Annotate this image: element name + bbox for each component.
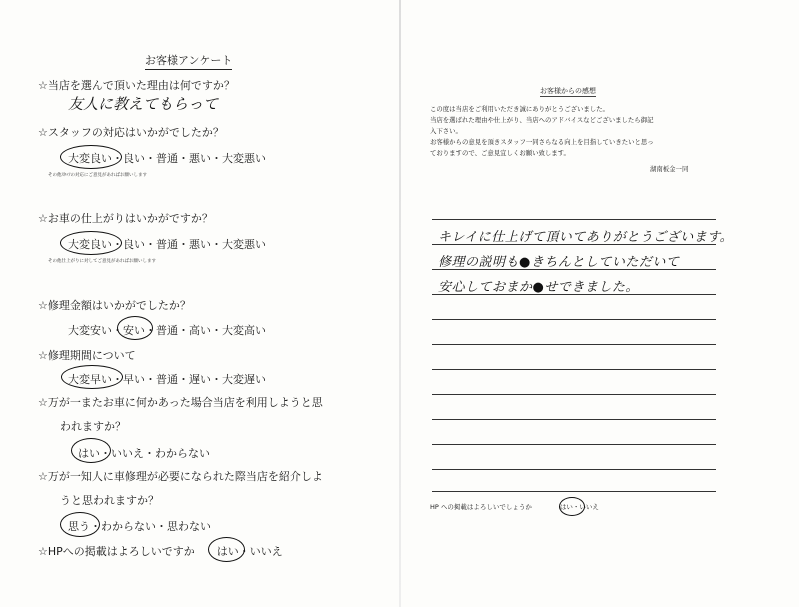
intro-line-4: お客様からの意見を頂きスタッフ一同さらなる向上を目指していきたいと思っ bbox=[430, 138, 654, 146]
handwritten-line-3: 安心しておまか●せできました。 bbox=[438, 280, 639, 295]
q3-question: ☆お車の仕上がりはいかがですか？ bbox=[38, 212, 213, 225]
q1-answer: 友人に教えてもらって bbox=[68, 95, 219, 113]
ruled-line bbox=[432, 394, 716, 395]
q3-options bbox=[68, 236, 266, 252]
q2-others: ・良い・普通・悪い・大変悪い bbox=[112, 152, 266, 165]
signature: 湖南板金一同 bbox=[650, 165, 689, 173]
q2-options bbox=[68, 150, 266, 166]
q5-options bbox=[68, 371, 266, 387]
hp-question-text: HP への掲載はよろしいでしょうか bbox=[430, 503, 532, 511]
intro-line-5: ておりますので、ご意見宜しくお願い致します。 bbox=[430, 149, 570, 157]
hp-question bbox=[430, 502, 599, 511]
q8-post: ・いいえ bbox=[238, 545, 283, 558]
q7-question-line1: ☆万が一知人に車修理が必要になられた際当店を紹介しよ bbox=[38, 470, 323, 483]
q2-question: ☆スタッフの対応はいかがでしたか？ bbox=[38, 126, 224, 139]
ruled-line bbox=[432, 419, 716, 420]
q5-selected: 大変早い bbox=[68, 373, 112, 386]
hp-post: ・いいえ bbox=[572, 503, 599, 511]
ruled-line bbox=[432, 491, 716, 492]
ruled-line bbox=[432, 444, 716, 445]
intro-line-2: 当店を選ばれた理由や仕上がり、当店へのアドバイスなどございましたら御記 bbox=[430, 116, 654, 124]
q3-note: その他仕上がりに対してご意見があればお願いします bbox=[48, 259, 156, 264]
q6-post: ・いいえ・わからない bbox=[100, 447, 210, 460]
hp-selected: はい bbox=[559, 503, 573, 511]
q4-options bbox=[68, 322, 266, 338]
q4-pre: 大変安い・ bbox=[68, 324, 123, 337]
handwritten-line-2: 修理の説明も●きちんとしていただいて bbox=[438, 255, 680, 270]
intro-line-3: 入下さい。 bbox=[430, 127, 462, 135]
q5-question: ☆修理期間について bbox=[38, 349, 136, 362]
survey-title: お客様アンケート bbox=[145, 52, 232, 70]
q3-selected: 大変良い bbox=[68, 238, 112, 251]
ruled-line bbox=[432, 369, 716, 370]
q4-question: ☆修理金額はいかがでしたか？ bbox=[38, 299, 191, 312]
q7-selected: 思う bbox=[68, 520, 90, 533]
ruled-line bbox=[432, 344, 716, 345]
q6-question-line2: われますか？ bbox=[60, 420, 126, 433]
q5-post: ・早い・普通・遅い・大変遅い bbox=[112, 373, 266, 386]
q8-selected: はい bbox=[216, 545, 239, 558]
q3-others: ・良い・普通・悪い・大変悪い bbox=[112, 238, 266, 251]
q6-question-line1: ☆万が一またお車に何かあった場合当店を利用しようと思 bbox=[38, 396, 323, 409]
q6-selected: はい bbox=[78, 447, 100, 460]
q2-note: その他ｽﾀｯﾌの対応にご意見があればお願いします bbox=[48, 173, 147, 178]
q8-question bbox=[38, 543, 283, 559]
page-fold bbox=[399, 0, 401, 607]
q6-options bbox=[78, 445, 210, 461]
q1-question: ☆当店を選んで頂いた理由は何ですか？ bbox=[38, 79, 235, 92]
handwritten-line-1: キレイに仕上げて頂いてありがとうございます。 bbox=[438, 230, 734, 245]
q7-question-line2: うと思われますか？ bbox=[60, 494, 159, 507]
ruled-line bbox=[432, 219, 716, 220]
ruled-line bbox=[432, 319, 716, 320]
q7-options bbox=[68, 518, 211, 534]
q7-post: ・わからない・思わない bbox=[90, 520, 211, 533]
q8-question-text: ☆HPへの掲載はよろしいですか bbox=[38, 545, 195, 558]
q2-selected: 大変良い bbox=[68, 152, 112, 165]
q4-post: ・普通・高い・大変高い bbox=[145, 324, 266, 337]
intro-line-1: この度は当店をご利用いただき誠にありがとうございました。 bbox=[430, 105, 609, 113]
ruled-line bbox=[432, 469, 716, 470]
feedback-title: お客様からの感想 bbox=[540, 87, 596, 95]
q4-selected: 安い bbox=[123, 324, 145, 337]
